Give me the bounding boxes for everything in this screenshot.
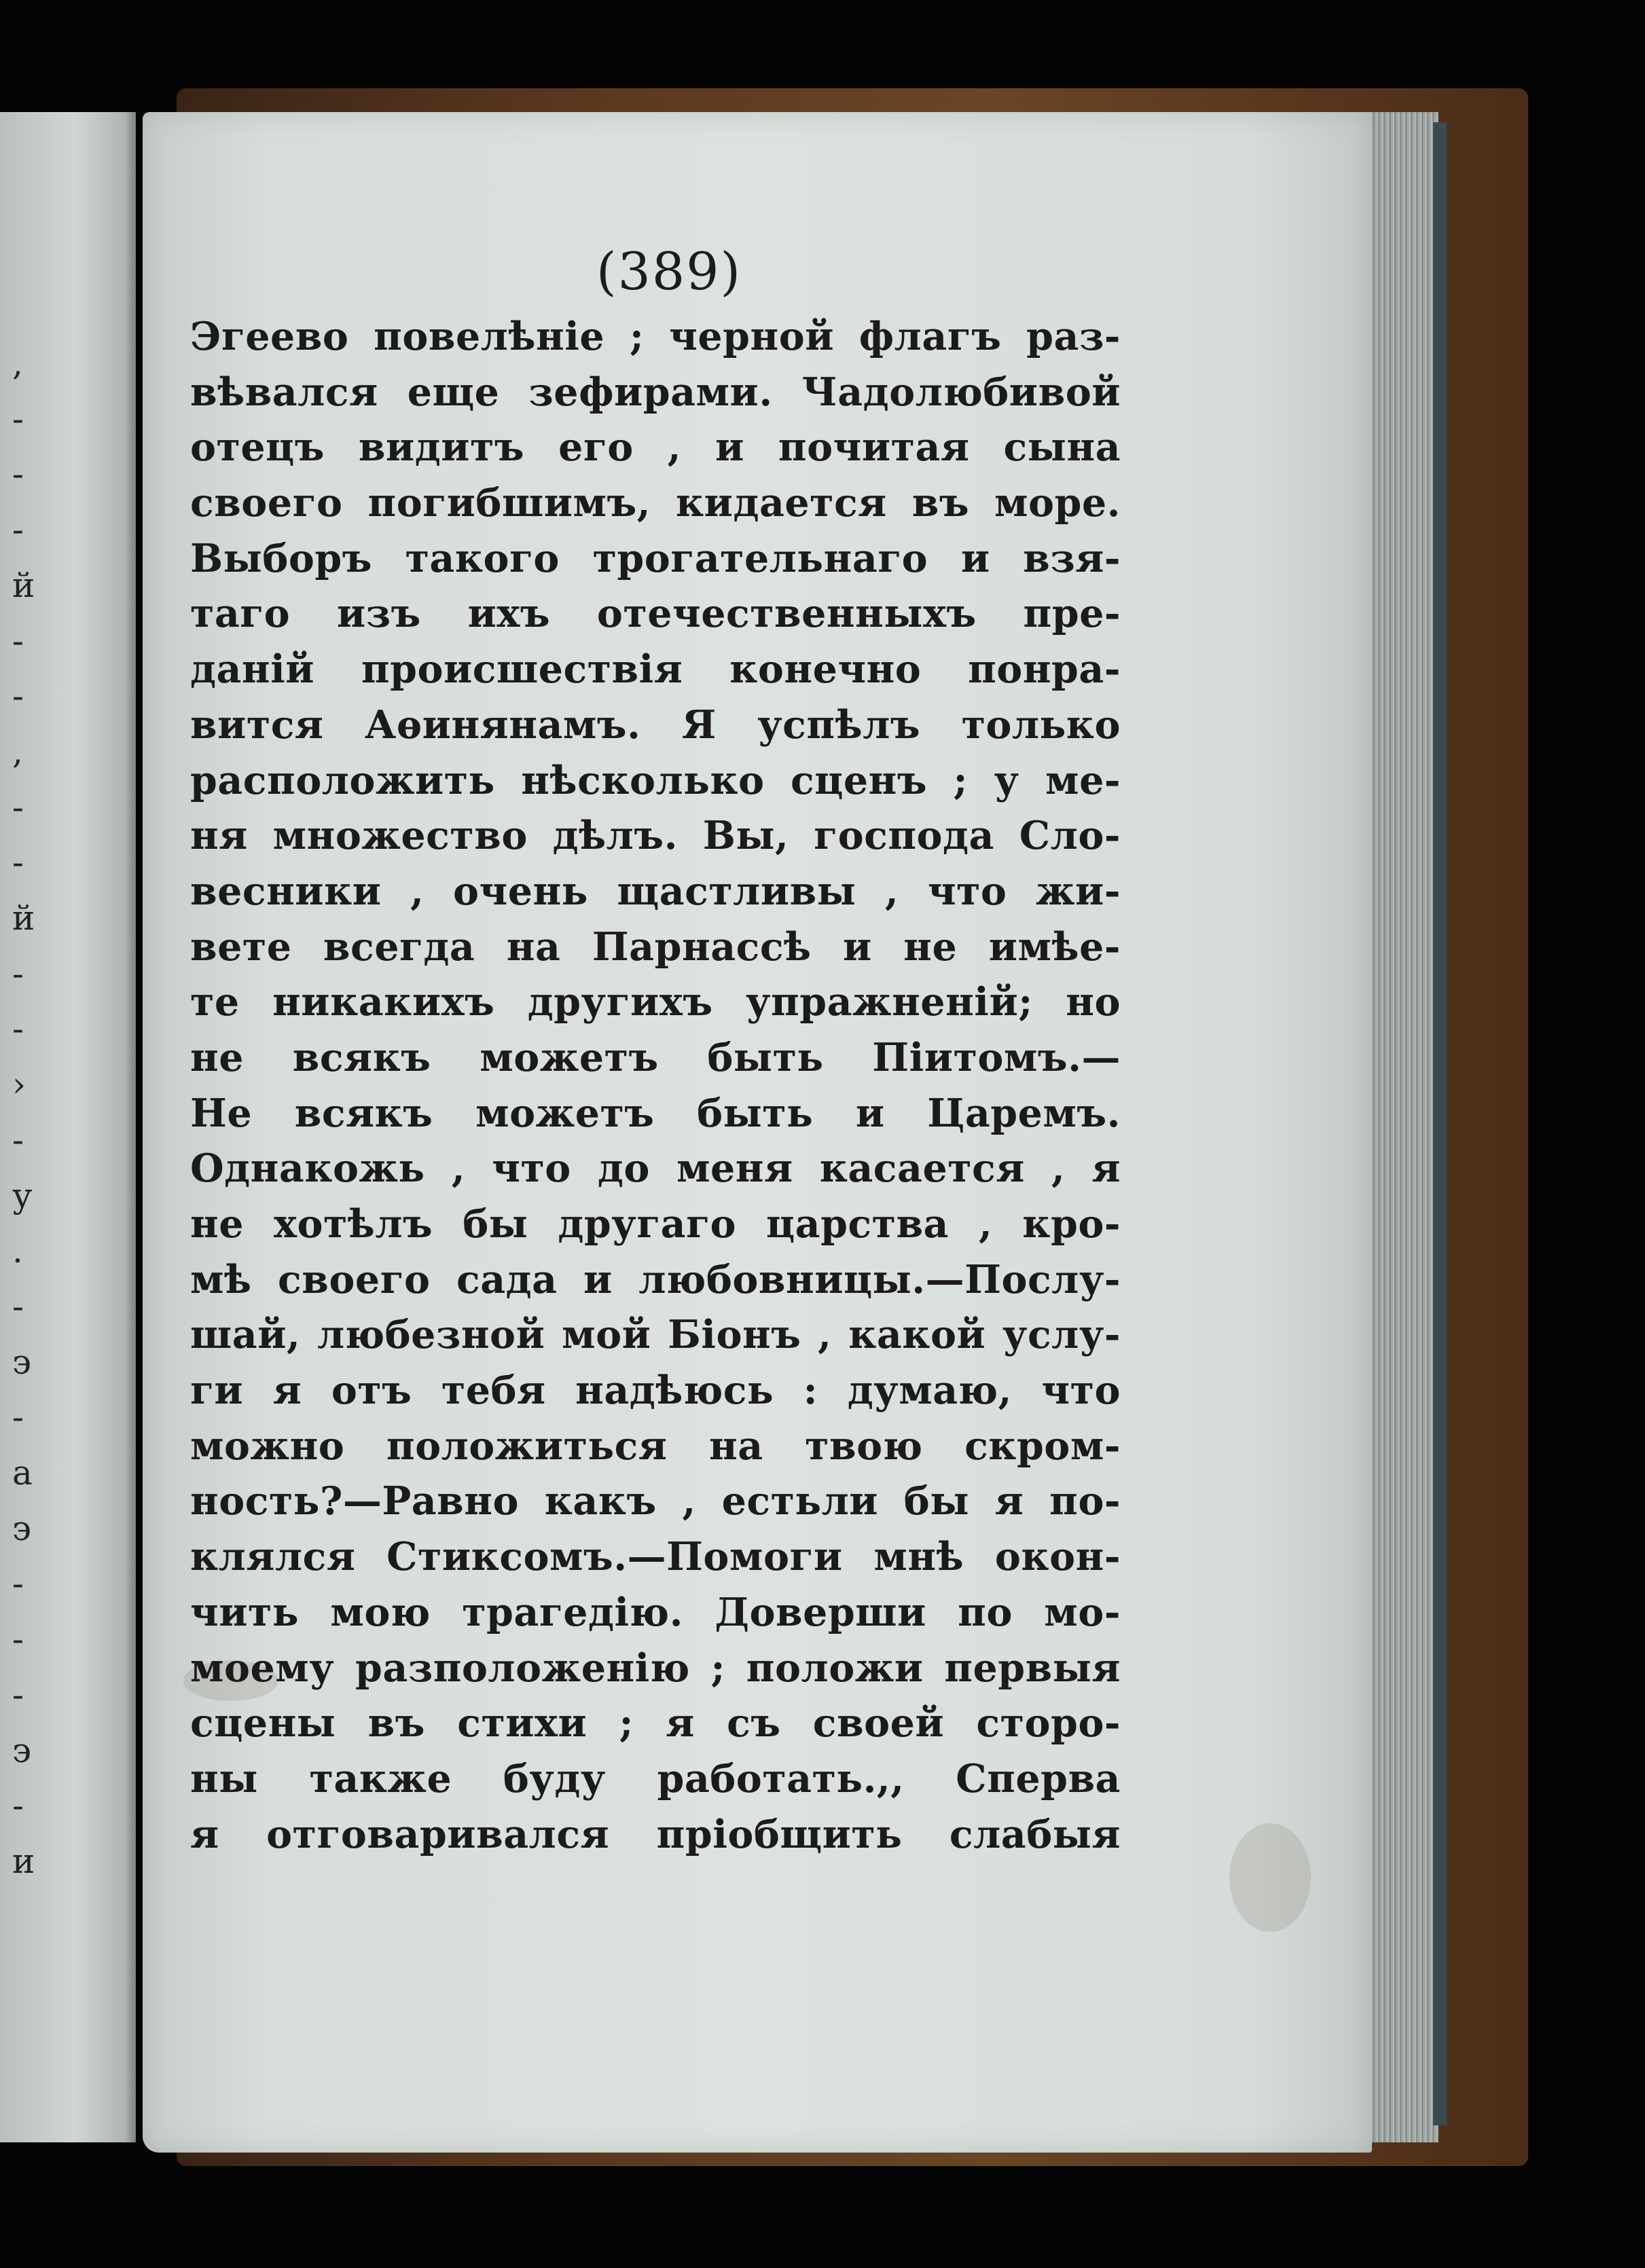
text-line: Однакожь , что до меня касается , я [190, 1146, 1121, 1192]
left-page-edge-mark: а [12, 1453, 33, 1493]
text-line: ня множество дѣлъ. Вы, господа Сло- [190, 813, 1121, 859]
left-page-edge-mark: - [12, 676, 24, 716]
text-line: ность?—Равно какъ , естьли бы я по- [190, 1478, 1121, 1524]
left-page-edge-mark: - [12, 1120, 24, 1160]
text-line: своего погибшимъ, кидается въ море. [190, 480, 1121, 526]
text-line: Выборъ такого трогательнаго и взя- [190, 535, 1121, 581]
left-page-edge-mark: - [12, 843, 24, 883]
text-line: вете всегда на Парнассѣ и не имѣе- [190, 923, 1121, 970]
left-page-edge-mark: - [12, 1009, 24, 1049]
text-line: даній происшествія конечно понра- [190, 646, 1121, 693]
page-text [190, 309, 1121, 1862]
text-line: отецъ видитъ его , и почитая сына [190, 424, 1121, 471]
text-line: ны также буду работать.,, Сперва [190, 1755, 1121, 1801]
cover-edge [1433, 122, 1447, 2125]
left-page-edge-mark: › [12, 1065, 26, 1105]
text-line: Эгеево повелѣніе ; черной флагъ раз- [190, 314, 1121, 359]
left-page-edge-mark: э [12, 1508, 32, 1548]
page-number: (389) [596, 241, 742, 301]
left-page-edge-mark: - [12, 454, 24, 494]
text-line: клялся Стиксомъ.—Помоги мнѣ окон- [190, 1534, 1121, 1580]
text-line: вѣвался еще зефирами. Чадолюбивой [190, 369, 1121, 415]
text-line: вится Аѳинянамъ. Я успѣлъ только [190, 701, 1121, 748]
text-line: можно положиться на твою скром- [190, 1423, 1121, 1469]
left-page-edge-mark: - [12, 399, 24, 439]
text-line: не всякъ можетъ быть Піитомъ.— [190, 1034, 1121, 1080]
text-line: весники , очень щастливы , что жи- [190, 868, 1121, 914]
left-page-edge-mark: й [12, 898, 35, 938]
left-page-edge-mark: - [12, 1397, 24, 1438]
text-line: не хотѣлъ бы другаго царства , кро- [190, 1201, 1121, 1247]
text-line: расположить нѣсколько сценъ ; у ме- [190, 757, 1121, 803]
left-page-edge-mark: - [12, 1675, 24, 1715]
text-line: сцены въ стихи ; я съ своей сторо- [190, 1700, 1121, 1746]
left-page-edge-mark: , [12, 731, 23, 771]
text-line: те никакихъ другихъ упражненій; но [190, 979, 1121, 1025]
left-page-edge-mark: э [12, 1342, 32, 1382]
text-line: Не всякъ можетъ быть и Царемъ. [190, 1090, 1121, 1136]
left-facing-page [0, 112, 136, 2142]
text-line: ги я отъ тебя надѣюсь : думаю, что [190, 1368, 1121, 1414]
left-page-edge-mark: у [12, 1175, 33, 1215]
text-line: мѣ своего сада и любовницы.—Послу- [190, 1256, 1121, 1302]
text-line: таго изъ ихъ отечественныхъ пре- [190, 591, 1121, 637]
text-line: моему разположенію ; положи первыя [190, 1645, 1121, 1691]
left-page-edge-mark: . [12, 1231, 23, 1271]
text-line: чить мою трагедію. Доверши по мо- [190, 1589, 1121, 1635]
left-page-edge-mark: , [12, 344, 23, 383]
left-page-edge-mark: - [12, 953, 24, 993]
left-page-edge-mark: - [12, 621, 24, 661]
left-page-edge-text [0, 112, 54, 2142]
left-page-edge-mark: й [12, 565, 35, 605]
left-page-edge-mark: - [12, 1786, 24, 1826]
left-page-edge-mark: - [12, 510, 24, 550]
left-page-edge-mark: э [12, 1730, 32, 1770]
text-line: я отговаривался пріобщить слабыя [190, 1811, 1121, 1857]
left-page-edge-mark: - [12, 1620, 24, 1660]
left-page-edge-mark: - [12, 787, 24, 827]
left-page-edge-mark: и [12, 1841, 35, 1881]
left-page-edge-mark: - [12, 1564, 24, 1604]
left-page-edge-mark: - [12, 1286, 24, 1326]
text-line: шай, любезной мой Біонъ , какой услу- [190, 1312, 1121, 1358]
paper-stain [1229, 1823, 1311, 1932]
